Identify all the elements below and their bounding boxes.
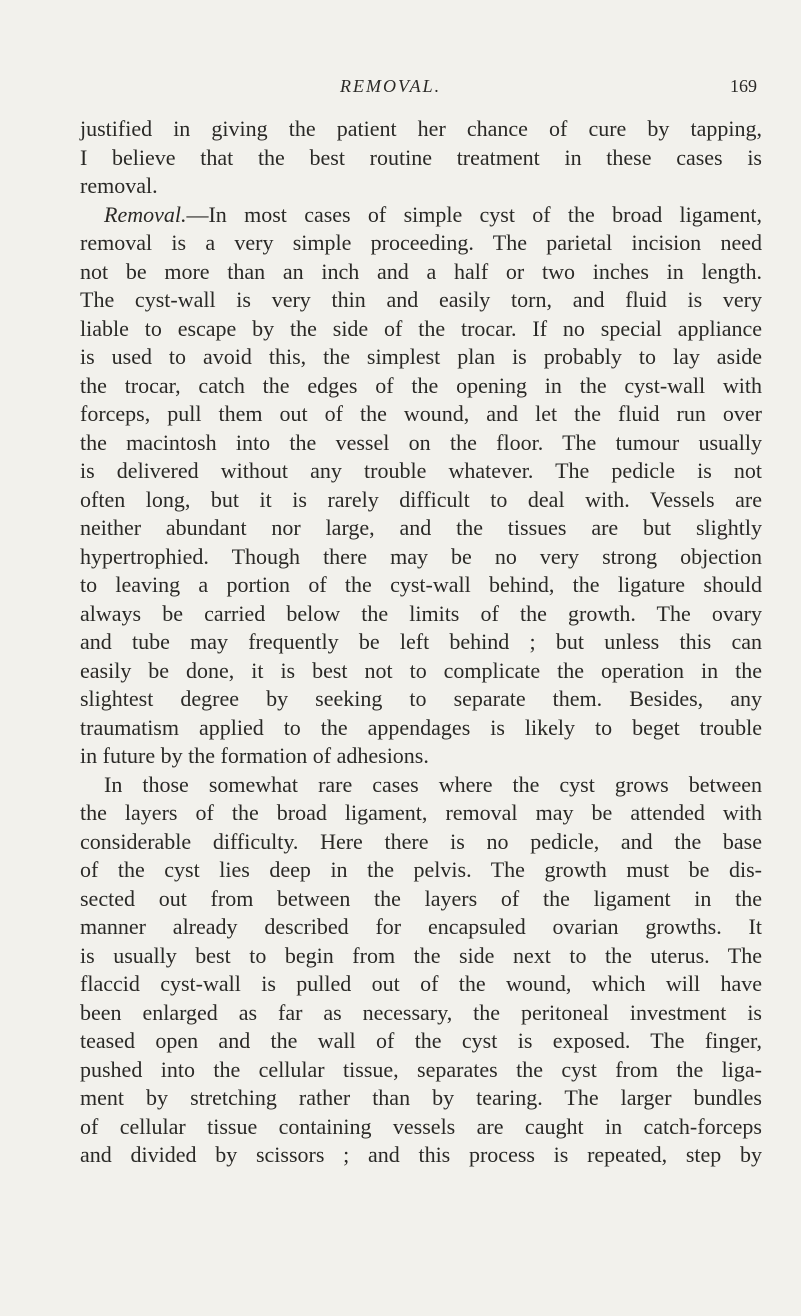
text-line: flaccid cyst-wall is pulled out of the wound, which will have	[80, 971, 762, 996]
text-line: is used to avoid this, the simplest plan is probably to lay aside	[80, 344, 762, 369]
text-line: neither abundant nor large, and the tissues are but slightly	[80, 515, 762, 540]
text-line: liable to escape by the side of the trocar. If no special appliance	[80, 315, 762, 341]
text-line: the layers of the broad ligament, removal may be attended with	[80, 800, 762, 825]
text-line: to leaving a portion of the cyst-wall behind, the ligature should	[80, 572, 762, 597]
text-line: The cyst-wall is very thin and easily torn, and fluid is very	[80, 287, 762, 312]
text-line: of the cyst lies deep in the pelvis. The growth must be dis-	[80, 857, 762, 882]
text-line: easily be done, it is best not to complicate the operation in the	[80, 657, 762, 683]
text-line: sected out from between the layers of the ligament in the	[80, 885, 762, 911]
text-line: often long, but it is rarely difficult to deal with. Vessels are	[80, 486, 762, 512]
text-line	[80, 201, 762, 230]
text-line: removal is a very simple proceeding. The parietal incision need	[80, 230, 762, 255]
text-line: and tube may frequently be left behind ; but unless this can	[80, 629, 762, 654]
text-line: in future by the formation of adhesions.	[80, 743, 429, 768]
text-line: is delivered without any trouble whatever. The pedicle is not	[80, 458, 762, 483]
running-head	[80, 76, 761, 102]
text-line: is usually best to begin from the side next to the uterus. The	[80, 942, 762, 968]
section-heading: Removal.	[104, 201, 187, 227]
text-line-content: —In most cases of simple cyst of the broad ligament,	[186, 201, 762, 227]
text-line: considerable difficulty. Here there is no pedicle, and the base	[80, 828, 762, 854]
text-line: of cellular tissue containing vessels are caught in catch-forceps	[80, 1113, 762, 1139]
text-line: the macintosh into the vessel on the floor. The tumour usually	[80, 429, 762, 455]
text-line: ment by stretching rather than by tearing. The larger bundles	[80, 1085, 762, 1110]
text-line: hypertrophied. Though there may be no very strong objection	[80, 543, 762, 569]
text-line: and divided by scissors ; and this process is repeated, step by	[80, 1142, 762, 1167]
text-line: In those somewhat rare cases where the cyst grows between	[104, 771, 762, 797]
text-line: manner already described for encapsuled ovarian growths. It	[80, 914, 762, 939]
text-line: teased open and the wall of the cyst is exposed. The finger,	[80, 1028, 762, 1053]
text-line: been enlarged as far as necessary, the peritoneal investment is	[80, 999, 762, 1025]
text-line: the trocar, catch the edges of the opening in the cyst-wall with	[80, 372, 762, 398]
text-line: forceps, pull them out of the wound, and let the fluid run over	[80, 401, 762, 426]
running-head-title: REMOVAL.	[340, 76, 442, 96]
text-line: pushed into the cellular tissue, separates the cyst from the liga-	[80, 1056, 762, 1082]
text-line: not be more than an inch and a half or two inches in length.	[80, 258, 762, 284]
text-line: slightest degree by seeking to separate them. Besides, any	[80, 686, 762, 711]
page-number: 169	[730, 76, 757, 96]
body-text	[80, 115, 762, 1170]
text-line: I believe that the best routine treatment in these cases is	[80, 144, 762, 170]
text-line: traumatism applied to the appendages is likely to beget trouble	[80, 714, 762, 740]
text-line: justified in giving the patient her chance of cure by tapping,	[80, 116, 762, 141]
text-line: removal.	[80, 173, 158, 198]
text-line: always be carried below the limits of the growth. The ovary	[80, 600, 762, 626]
